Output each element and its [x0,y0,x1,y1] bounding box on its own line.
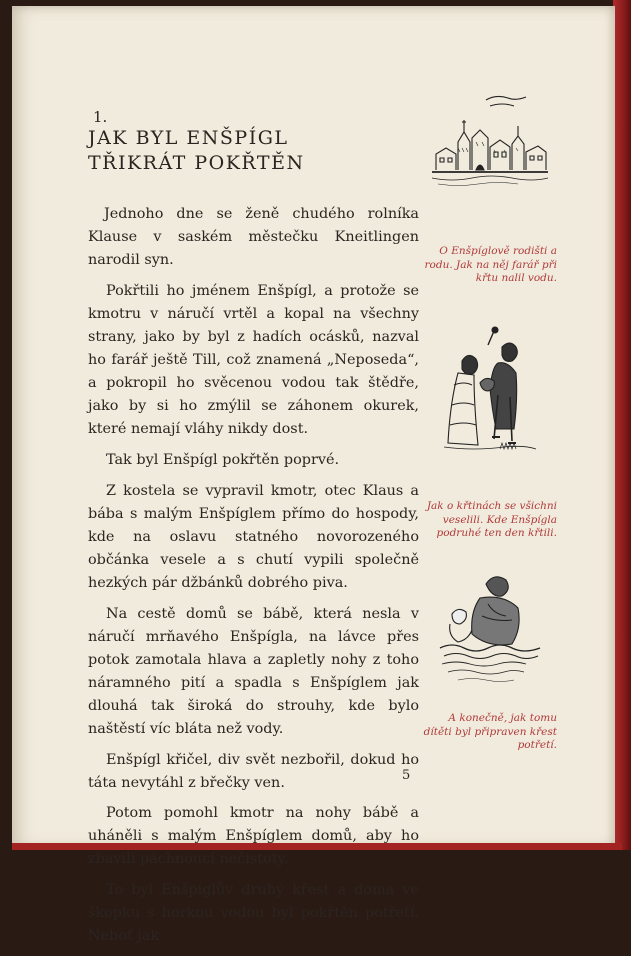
baptism-drawing-icon [440,325,540,460]
page-number: 5 [402,768,411,783]
book-cover-edge [613,0,631,850]
paragraph: Na cestě domů se bábě, která nesla v náručí mrňavého Enšpígla, na lávce přes potok zamotala hlava a zapletly nohy z toho náramného pití a spadla s Enšpíglem jak dlouhá tak široká do strouhy, kde bylo naštěstí víc bláta než vody. [88,605,419,737]
chapter-title-line2: TŘIKRÁT POKŘTĚN [88,152,305,174]
paragraph: Pokřtili ho jménem Enšpígl, a protože se kmotru v náručí vrtěl a kopal na všechny strany, jako by byl z hadích ocásků, nazval ho farář ještě Till, což znamená „Neposeda“, a pokropil ho svěcenou vodou tak štědře, jako by si ho zmýlil se záhonem okurek, které nemají vláhy nikdy dost. [88,282,419,438]
illustration-caption-3: A konečně, jak tomu dítěti byl připraven křest potřetí. [423,712,557,751]
chapter-title-line1: JAK BYL ENŠPÍGL [88,127,289,149]
body-text [88,203,419,956]
paragraph: Potom pomohl kmotr na nohy bábě a uháněli s malým Enšpíglem domů, aby ho zbavili páchnoucí nečistoty. [88,805,419,868]
chapter-title [88,126,388,176]
illustration-caption-1: O Enšpíglově rodišti a rodu. Jak na něj farář při křtu nalil vodu. [424,245,557,284]
illustration-caption-2: Jak o křtinách se všichni veselili. Kde Enšpígla podruhé ten den křtili. [426,500,557,539]
stream-drawing-icon [438,572,543,692]
paragraph: Z kostela se vypravil kmotr, otec Klaus a bába s malým Enšpíglem přímo do hospody, kde na oslavu statného novorozeného občánka vesele a s chutí vypili společně hezkých pár džbánků dobrého piva. [88,482,419,591]
paragraph: Tak byl Enšpígl pokřtěn poprvé. [106,451,340,468]
paragraph: Jednoho dne se ženě chudého rolníka Klause v saském městečku Kneitlingen narodil syn. [88,206,419,269]
paragraph: To byl Enšpíglův druhý křest a doma ve škopku s horkou vodou byl pokřtěn potřetí. Neboť jak [88,882,419,945]
chapter-number: 1. [93,108,108,126]
paragraph: Enšpígl křičel, div svět nezbořil, dokud ho táta nevytáhl z břečky ven. [88,751,419,791]
town-drawing-icon [428,92,550,210]
